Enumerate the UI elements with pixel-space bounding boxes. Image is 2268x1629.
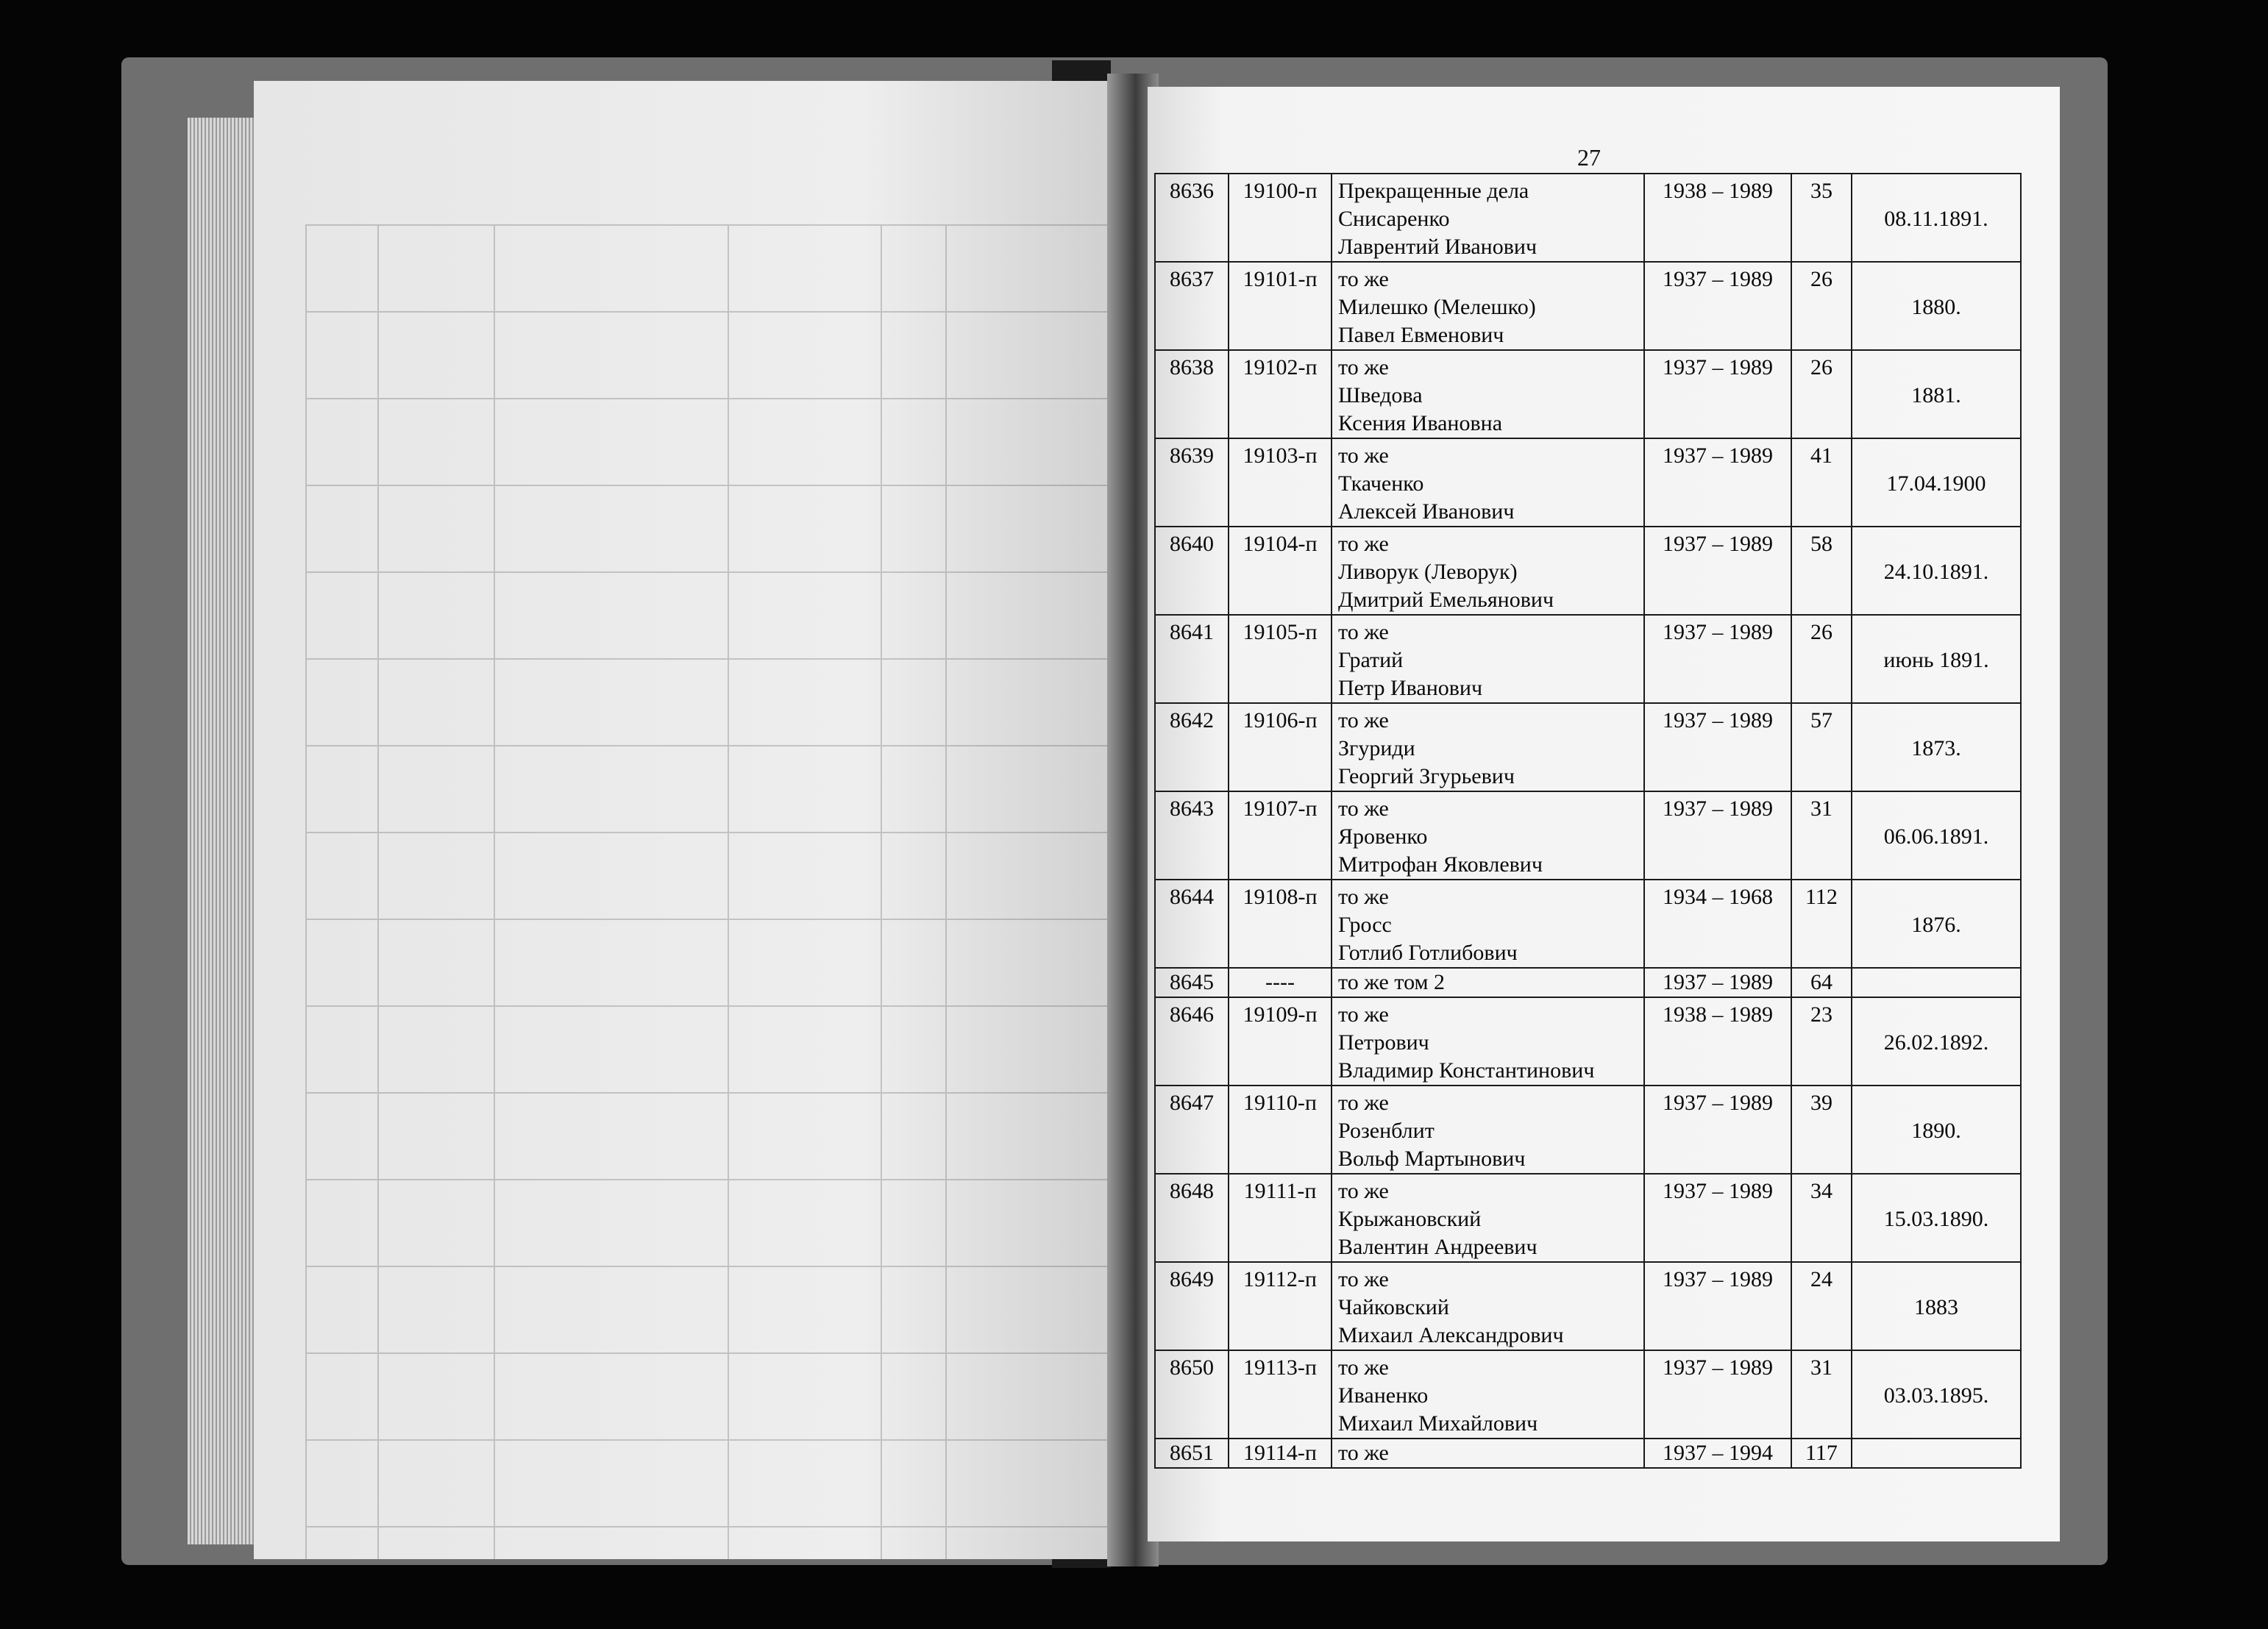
- record-number-cell: 8644: [1155, 880, 1229, 968]
- date-range-cell: 1937 – 1989: [1644, 527, 1791, 615]
- case-title-line: Павел Евменович: [1338, 323, 1504, 347]
- record-number-cell: 8647: [1155, 1086, 1229, 1174]
- birth-date-cell: 1881.: [1852, 350, 2021, 438]
- table-row: [1155, 1174, 2021, 1262]
- date-range-cell: 1937 – 1989: [1644, 703, 1791, 791]
- date-range-cell: 1937 – 1989: [1644, 1086, 1791, 1174]
- birth-date-cell: 24.10.1891.: [1852, 527, 2021, 615]
- file-number-cell: 19108-п: [1229, 880, 1332, 968]
- case-title-cell: [1332, 997, 1644, 1086]
- case-title-cell: [1332, 174, 1644, 262]
- case-title-cell: [1332, 703, 1644, 791]
- sheet-count-cell: 26: [1791, 350, 1852, 438]
- case-title-line: то же: [1338, 1355, 1389, 1380]
- case-title-line: Чайковский: [1338, 1295, 1449, 1319]
- case-title-line: Иваненко: [1338, 1383, 1429, 1408]
- case-title-cell: [1332, 527, 1644, 615]
- case-title-cell: [1332, 350, 1644, 438]
- date-range-cell: 1937 – 1989: [1644, 791, 1791, 880]
- case-title-cell: [1332, 1350, 1644, 1439]
- file-number-cell: ----: [1229, 968, 1332, 997]
- case-title-line: Лаврентий Иванович: [1338, 235, 1538, 259]
- record-number-cell: 8649: [1155, 1262, 1229, 1350]
- table-row: [1155, 350, 2021, 438]
- case-title-line: то же: [1338, 1091, 1389, 1115]
- date-range-cell: 1938 – 1989: [1644, 997, 1791, 1086]
- archive-register-table: [1154, 173, 2022, 1469]
- birth-date-cell: 1873.: [1852, 703, 2021, 791]
- case-title-cell: [1332, 1262, 1644, 1350]
- sheet-count-cell: 26: [1791, 262, 1852, 350]
- sheet-count-cell: 58: [1791, 527, 1852, 615]
- birth-date-cell: 17.04.1900: [1852, 438, 2021, 527]
- case-title-line: Валентин Андреевич: [1338, 1235, 1538, 1259]
- case-title-line: Петр Иванович: [1338, 676, 1483, 700]
- case-title-cell: [1332, 438, 1644, 527]
- birth-date-cell: 15.03.1890.: [1852, 1174, 2021, 1262]
- record-number-cell: 8645: [1155, 968, 1229, 997]
- file-number-cell: 19104-п: [1229, 527, 1332, 615]
- birth-date-cell: 1890.: [1852, 1086, 2021, 1174]
- birth-date-cell: 1880.: [1852, 262, 2021, 350]
- date-range-cell: 1937 – 1989: [1644, 615, 1791, 703]
- table-row: [1155, 262, 2021, 350]
- case-title-line: Вольф Мартынович: [1338, 1147, 1526, 1171]
- file-number-cell: 19112-п: [1229, 1262, 1332, 1350]
- file-number-cell: 19113-п: [1229, 1350, 1332, 1439]
- sheet-count-cell: 57: [1791, 703, 1852, 791]
- case-title-cell: [1332, 968, 1644, 997]
- case-title-line: то же: [1338, 1179, 1389, 1203]
- case-title-line: Прекращенные дела: [1338, 179, 1529, 203]
- table-row: [1155, 703, 2021, 791]
- sheet-count-cell: 34: [1791, 1174, 1852, 1262]
- record-number-cell: 8638: [1155, 350, 1229, 438]
- case-title-line: Згуриди: [1338, 736, 1415, 760]
- case-title-line: Гратий: [1338, 648, 1404, 672]
- table-row: [1155, 527, 2021, 615]
- case-title-line: Милешко (Мелешко): [1338, 295, 1536, 319]
- birth-date-cell: [1852, 1439, 2021, 1468]
- table-row: [1155, 1262, 2021, 1350]
- record-number-cell: 8642: [1155, 703, 1229, 791]
- case-title-line: Ткаченко: [1338, 471, 1424, 496]
- page-stack-edge: [188, 118, 261, 1544]
- case-title-line: Михаил Михайлович: [1338, 1411, 1538, 1436]
- date-range-cell: 1934 – 1968: [1644, 880, 1791, 968]
- sheet-count-cell: 39: [1791, 1086, 1852, 1174]
- record-number-cell: 8636: [1155, 174, 1229, 262]
- page-number: 27: [1577, 144, 1601, 171]
- case-title-line: Ливорук (Леворук): [1338, 560, 1518, 584]
- file-number-cell: 19110-п: [1229, 1086, 1332, 1174]
- file-number-cell: 19109-п: [1229, 997, 1332, 1086]
- record-number-cell: 8648: [1155, 1174, 1229, 1262]
- case-title-line: то же: [1338, 620, 1389, 644]
- record-number-cell: 8650: [1155, 1350, 1229, 1439]
- case-title-line: Крыжановский: [1338, 1207, 1482, 1231]
- sheet-count-cell: 117: [1791, 1439, 1852, 1468]
- table-row: [1155, 997, 2021, 1086]
- record-number-cell: 8651: [1155, 1439, 1229, 1468]
- sheet-count-cell: 112: [1791, 880, 1852, 968]
- table-row: [1155, 880, 2021, 968]
- birth-date-cell: [1852, 968, 2021, 997]
- case-title-cell: [1332, 880, 1644, 968]
- case-title-line: Петрович: [1338, 1030, 1429, 1055]
- file-number-cell: 19102-п: [1229, 350, 1332, 438]
- case-title-line: то же: [1338, 443, 1389, 468]
- sheet-count-cell: 23: [1791, 997, 1852, 1086]
- date-range-cell: 1937 – 1989: [1644, 350, 1791, 438]
- case-title-line: Шведова: [1338, 383, 1423, 407]
- date-range-cell: 1937 – 1994: [1644, 1439, 1791, 1468]
- case-title-line: то же: [1338, 885, 1389, 909]
- sheet-count-cell: 41: [1791, 438, 1852, 527]
- case-title-line: то же: [1338, 267, 1389, 291]
- birth-date-cell: 06.06.1891.: [1852, 791, 2021, 880]
- sheet-count-cell: 64: [1791, 968, 1852, 997]
- record-number-cell: 8637: [1155, 262, 1229, 350]
- record-number-cell: 8646: [1155, 997, 1229, 1086]
- case-title-line: Дмитрий Емельянович: [1338, 588, 1554, 612]
- birth-date-cell: 26.02.1892.: [1852, 997, 2021, 1086]
- file-number-cell: 19111-п: [1229, 1174, 1332, 1262]
- case-title-line: Алексей Иванович: [1338, 499, 1515, 524]
- case-title-line: то же: [1338, 1267, 1389, 1291]
- case-title-line: Яровенко: [1338, 824, 1428, 849]
- case-title-cell: [1332, 1086, 1644, 1174]
- case-title-cell: [1332, 615, 1644, 703]
- table-row: [1155, 1086, 2021, 1174]
- date-range-cell: 1938 – 1989: [1644, 174, 1791, 262]
- record-number-cell: 8641: [1155, 615, 1229, 703]
- record-number-cell: 8639: [1155, 438, 1229, 527]
- birth-date-cell: 1883: [1852, 1262, 2021, 1350]
- record-number-cell: 8643: [1155, 791, 1229, 880]
- case-title-line: то же том 2: [1338, 970, 1445, 994]
- case-title-line: Готлиб Готлибович: [1338, 941, 1518, 965]
- case-title-line: то же: [1338, 1441, 1389, 1465]
- file-number-cell: 19105-п: [1229, 615, 1332, 703]
- sheet-count-cell: 31: [1791, 791, 1852, 880]
- case-title-line: Михаил Александрович: [1338, 1323, 1564, 1347]
- register-body: [1155, 174, 2021, 1468]
- case-title-line: Георгий Згурьевич: [1338, 764, 1515, 788]
- file-number-cell: 19114-п: [1229, 1439, 1332, 1468]
- case-title-line: то же: [1338, 1002, 1389, 1027]
- sheet-count-cell: 24: [1791, 1262, 1852, 1350]
- table-row: [1155, 615, 2021, 703]
- birth-date-cell: 1876.: [1852, 880, 2021, 968]
- left-page: [254, 81, 1122, 1559]
- file-number-cell: 19101-п: [1229, 262, 1332, 350]
- case-title-line: то же: [1338, 796, 1389, 821]
- table-row: [1155, 791, 2021, 880]
- birth-date-cell: 08.11.1891.: [1852, 174, 2021, 262]
- case-title-line: Митрофан Яковлевич: [1338, 852, 1543, 877]
- case-title-line: Владимир Константинович: [1338, 1058, 1595, 1083]
- case-title-line: то же: [1338, 708, 1389, 732]
- date-range-cell: 1937 – 1989: [1644, 968, 1791, 997]
- sheet-count-cell: 31: [1791, 1350, 1852, 1439]
- table-row: [1155, 438, 2021, 527]
- file-number-cell: 19106-п: [1229, 703, 1332, 791]
- date-range-cell: 1937 – 1989: [1644, 1350, 1791, 1439]
- date-range-cell: 1937 – 1989: [1644, 438, 1791, 527]
- file-number-cell: 19100-п: [1229, 174, 1332, 262]
- table-row: [1155, 1350, 2021, 1439]
- record-number-cell: 8640: [1155, 527, 1229, 615]
- case-title-line: Розенблит: [1338, 1119, 1435, 1143]
- sheet-count-cell: 35: [1791, 174, 1852, 262]
- date-range-cell: 1937 – 1989: [1644, 262, 1791, 350]
- case-title-line: Ксения Ивановна: [1338, 411, 1503, 435]
- case-title-line: то же: [1338, 532, 1389, 556]
- date-range-cell: 1937 – 1989: [1644, 1174, 1791, 1262]
- table-row: [1155, 968, 2021, 997]
- table-row: [1155, 1439, 2021, 1468]
- case-title-cell: [1332, 262, 1644, 350]
- sheet-count-cell: 26: [1791, 615, 1852, 703]
- file-number-cell: 19103-п: [1229, 438, 1332, 527]
- case-title-cell: [1332, 791, 1644, 880]
- left-page-bleed-through-table: [305, 224, 1115, 1559]
- case-title-line: Снисаренко: [1338, 207, 1450, 231]
- birth-date-cell: июнь 1891.: [1852, 615, 2021, 703]
- file-number-cell: 19107-п: [1229, 791, 1332, 880]
- case-title-cell: [1332, 1174, 1644, 1262]
- table-row: [1155, 174, 2021, 262]
- case-title-line: Гросс: [1338, 913, 1392, 937]
- case-title-line: то же: [1338, 355, 1389, 379]
- date-range-cell: 1937 – 1989: [1644, 1262, 1791, 1350]
- case-title-cell: [1332, 1439, 1644, 1468]
- birth-date-cell: 03.03.1895.: [1852, 1350, 2021, 1439]
